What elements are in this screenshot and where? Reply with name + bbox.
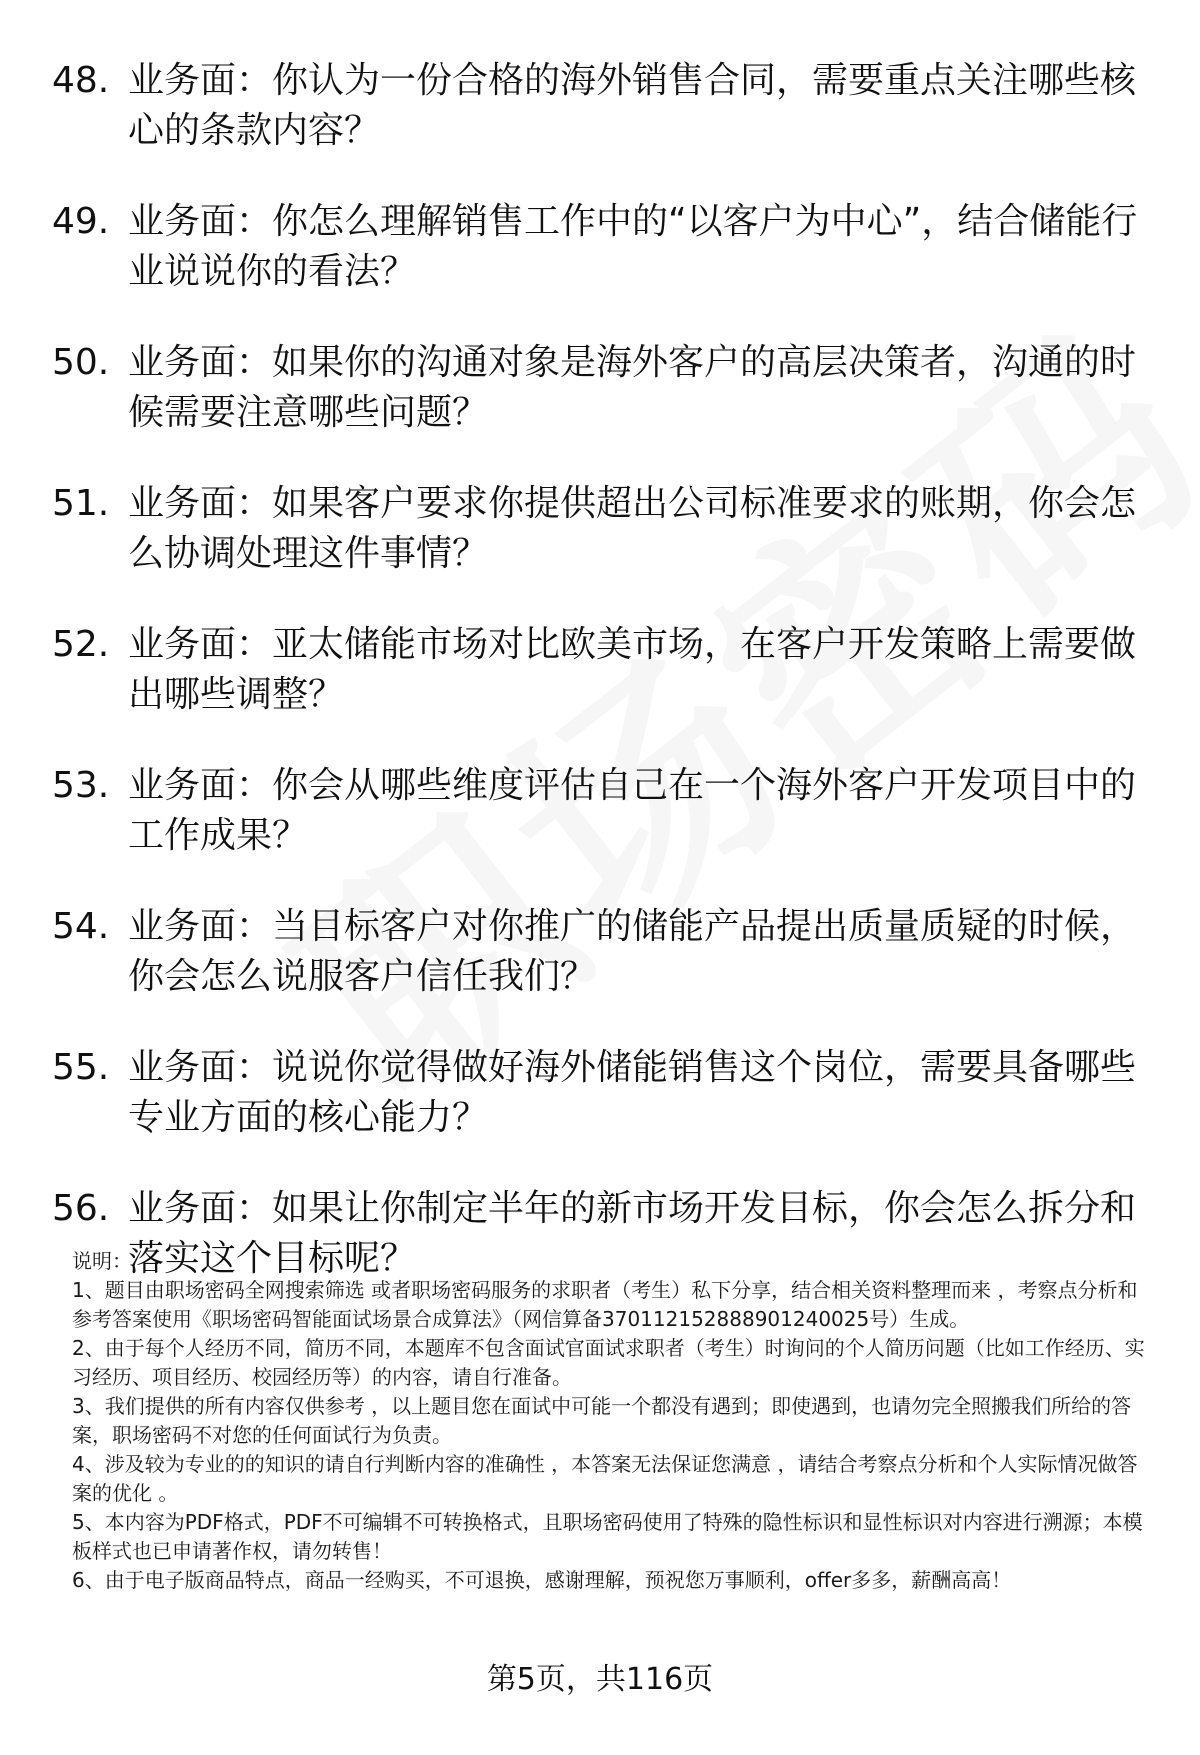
note-item: 6、由于电子版商品特点，商品一经购买，不可退换，感谢理解，预祝您万事顺利，offer多多，薪酬高高！ bbox=[72, 1568, 1012, 1592]
question-text: 业务面：你怎么理解销售工作中的“以客户为中心”，结合储能行业说说你的看法？ bbox=[128, 201, 1138, 292]
question-item bbox=[52, 197, 1152, 297]
note-item: 2、由于每个人经历不同，简历不同，本题库不包含面试官面试求职者（考生）时询问的个人简历问题（比如工作经历、实习经历、项目经历、校园经历等）的内容，请自行准备。 bbox=[72, 1336, 1145, 1389]
question-number: 53. bbox=[52, 765, 110, 806]
question-number: 49. bbox=[52, 201, 110, 242]
question-item bbox=[52, 902, 1152, 1002]
question-text: 业务面：你会从哪些维度评估自己在一个海外客户开发项目中的工作成果？ bbox=[128, 765, 1137, 856]
notes-section bbox=[72, 1247, 1157, 1595]
question-text: 业务面：如果客户要求你提供超出公司标准要求的账期，你会怎么协调处理这件事情？ bbox=[128, 483, 1137, 574]
question-number: 52. bbox=[52, 624, 110, 665]
question-text: 业务面：当目标客户对你推广的储能产品提出质量质疑的时候，你会怎么说服客户信任我们？ bbox=[128, 906, 1137, 997]
question-item bbox=[52, 761, 1152, 861]
question-item bbox=[52, 56, 1152, 156]
question-text: 业务面：说说你觉得做好海外储能销售这个岗位，需要具备哪些专业方面的核心能力？ bbox=[128, 1047, 1137, 1138]
question-text: 业务面：亚太储能市场对比欧美市场，在客户开发策略上需要做出哪些调整？ bbox=[128, 624, 1137, 715]
question-number: 55. bbox=[52, 1047, 110, 1088]
question-item bbox=[52, 479, 1152, 579]
question-number: 56. bbox=[52, 1188, 110, 1229]
page-number: 第5页，共116页 bbox=[486, 1662, 714, 1697]
question-number: 54. bbox=[52, 906, 110, 947]
question-number: 48. bbox=[52, 60, 110, 101]
question-list bbox=[52, 56, 1152, 1325]
note-item: 5、本内容为PDF格式，PDF不可编辑不可转换格式，且职场密码使用了特殊的隐性标识和显性标识对内容进行溯源；本模板样式也已申请著作权，请勿转售！ bbox=[72, 1510, 1143, 1563]
question-item bbox=[52, 338, 1152, 438]
page-footer bbox=[0, 1660, 1200, 1700]
notes-title: 说明： bbox=[72, 1249, 132, 1273]
question-text: 业务面：如果让你制定半年的新市场开发目标，你会怎么拆分和落实这个目标呢？ bbox=[128, 1188, 1137, 1279]
question-item bbox=[52, 620, 1152, 720]
question-text: 业务面：你认为一份合格的海外销售合同，需要重点关注哪些核心的条款内容？ bbox=[128, 60, 1137, 151]
note-item: 3、我们提供的所有内容仅供参考 ，以上题目您在面试中可能一个都没有遇到；即使遇到，也请勿完全照搬我们所给的答案，职场密码不对您的任何面试行为负责。 bbox=[72, 1394, 1132, 1447]
question-text: 业务面：如果你的沟通对象是海外客户的高层决策者，沟通的时候需要注意哪些问题？ bbox=[128, 342, 1137, 433]
question-number: 51. bbox=[52, 483, 110, 524]
question-item bbox=[52, 1043, 1152, 1143]
question-number: 50. bbox=[52, 342, 110, 383]
note-item: 1、题目由职场密码全网搜索筛选 或者职场密码服务的求职者（考生）私下分享，结合相关资料整理而来 ，考察点分析和参考答案使用《职场密码智能面试场景合成算法》（网信算备370112152888901240025号）生成。 bbox=[72, 1278, 1138, 1331]
note-item: 4、涉及较为专业的的知识的请自行判断内容的准确性 ，本答案无法保证您满意 ，请结合考察点分析和个人实际情况做答案的优化 。 bbox=[72, 1452, 1138, 1505]
